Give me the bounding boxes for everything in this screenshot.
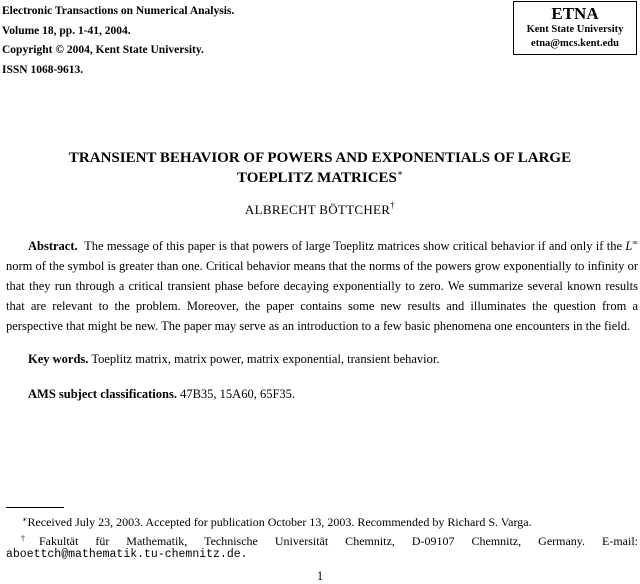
affiliation-mark: † bbox=[21, 534, 39, 543]
ams-text: 47B35, 15A60, 65F35. bbox=[180, 387, 296, 401]
etna-box bbox=[513, 1, 637, 55]
footnote-affiliation bbox=[6, 533, 638, 549]
etna-email: etna@mcs.kent.edu bbox=[531, 38, 619, 49]
keywords-label: Key words. bbox=[28, 352, 89, 366]
journal-name: Electronic Transactions on Numerical Analysis. bbox=[2, 5, 235, 17]
abstract-label: Abstract. bbox=[28, 239, 78, 253]
abstract-text-before: The message of this paper is that powers of large Toeplitz matrices show critical behavior if and only if the bbox=[84, 239, 626, 253]
title-footnote-mark: ∗ bbox=[396, 168, 404, 178]
abstract bbox=[6, 236, 638, 336]
abstract-text-after: norm of the symbol is greater than one. Critical behavior means that the norms of the powers grow exponentially to infinity or that they run through a critical transient phase before decaying exponentially to zero. We summarize several known results that are relevant to the problem. Moreover, the paper contains some new results and illuminates the question from a perspective that might be new. The paper may serve as an introduction to a few basic phenomena one encounters in the field. bbox=[6, 259, 638, 333]
footnote-received bbox=[22, 515, 532, 530]
journal-issn: ISSN 1068-9613. bbox=[2, 63, 84, 76]
title-line-2-text: TOEPLITZ MATRICES bbox=[236, 170, 397, 186]
etna-name: ETNA bbox=[551, 4, 599, 23]
title-line-2 bbox=[0, 168, 640, 188]
paper-title bbox=[0, 148, 640, 188]
keywords bbox=[28, 352, 440, 367]
ams-classifications bbox=[28, 387, 295, 402]
journal-copyright: Copyright © 2004, Kent State University. bbox=[2, 44, 204, 56]
received-mark: ∗ bbox=[22, 515, 28, 524]
author bbox=[0, 202, 640, 218]
journal-header bbox=[2, 2, 234, 80]
abstract-math-base: L bbox=[625, 239, 633, 253]
author-footnote-mark: † bbox=[390, 200, 396, 210]
received-text: Received July 23, 2003. Accepted for publication October 13, 2003. Recommended by Richard S. Varga. bbox=[27, 515, 532, 529]
ams-label: AMS subject classifications. bbox=[28, 387, 177, 401]
title-line-1: TRANSIENT BEHAVIOR OF POWERS AND EXPONENTIALS OF LARGE bbox=[68, 150, 572, 166]
etna-institution: Kent State University bbox=[526, 24, 624, 35]
author-name: ALBRECHT BÖTTCHER bbox=[244, 202, 391, 217]
page-number: 1 bbox=[316, 569, 324, 583]
abstract-math-sup: ∞ bbox=[632, 238, 639, 247]
keywords-text: Toeplitz matrix, matrix power, matrix exponential, transient behavior. bbox=[91, 352, 440, 366]
affiliation-text: Fakultät für Mathematik, Technische Universität Chemnitz, D-09107 Chemnitz, Germany. E-mail: bbox=[39, 534, 639, 548]
journal-volume: Volume 18, pp. 1-41, 2004. bbox=[2, 24, 131, 37]
author-email-link[interactable]: aboettch@mathematik.tu-chemnitz.de. bbox=[6, 548, 248, 561]
footnote-rule bbox=[6, 507, 64, 508]
